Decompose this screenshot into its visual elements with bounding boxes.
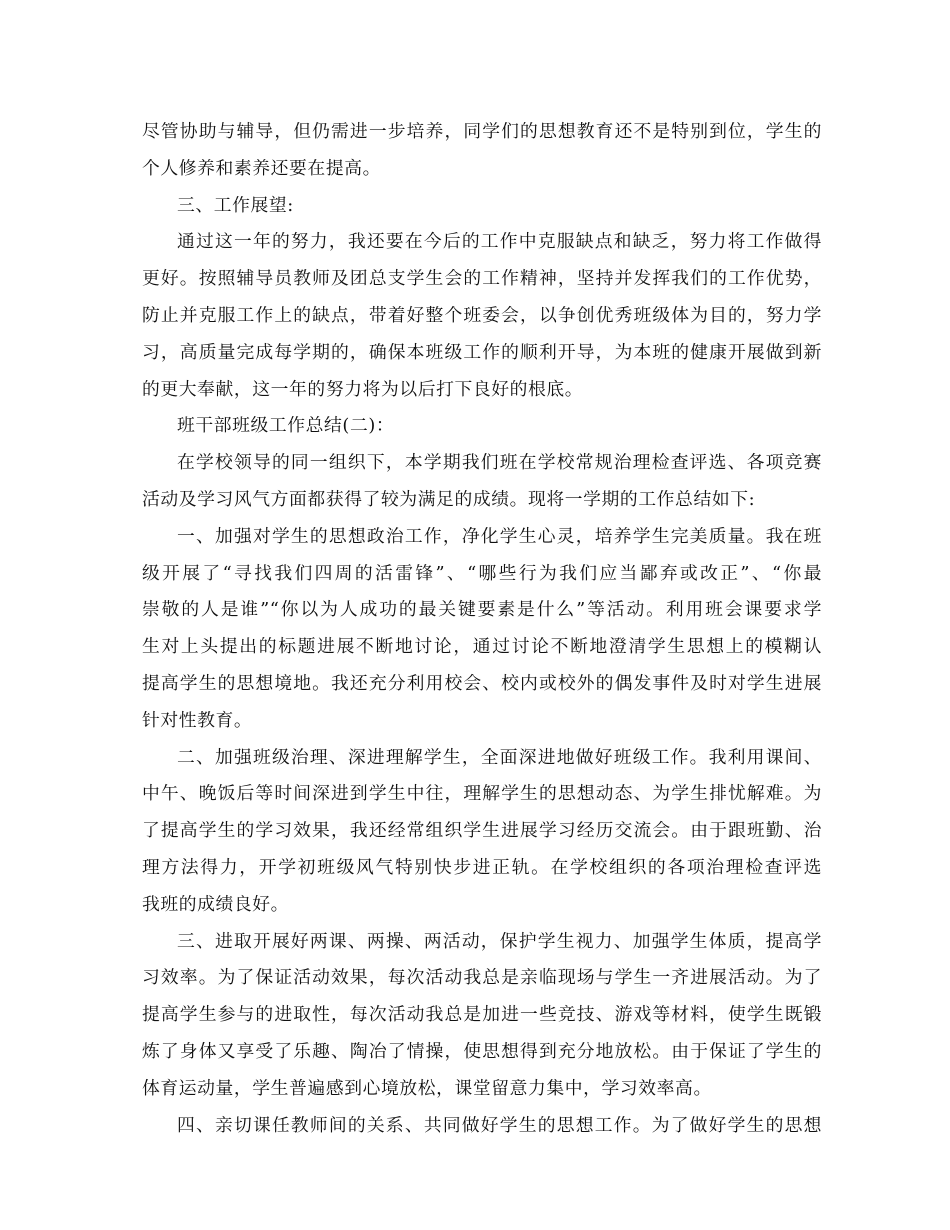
- text-line: 提高学生参与的进取性，每次活动我总是加进一些竞技、游戏等材料，使学生既锻: [142, 1004, 822, 1026]
- text-line: 我班的成绩良好。: [142, 893, 290, 915]
- text-line: 体育运动量，学生普遍感到心境放松，课堂留意力集中，学习效率高。: [142, 1077, 712, 1099]
- text-line: 理方法得力，开学初班级风气特别快步进正轨。在学校组织的各项治理检查评选: [142, 856, 822, 878]
- text-line: 的更大奉献，这一年的努力将为以后打下良好的根底。: [142, 378, 584, 400]
- document-body: [142, 114, 822, 1144]
- text-line: 炼了身体又享受了乐趣、陶冶了情操，使思想得到充分地放松。由于保证了学生的: [142, 1040, 822, 1062]
- text-line: 级开展了“寻找我们四周的活雷锋”、“哪些行为我们应当鄙弃或改正”、“你最: [142, 562, 822, 584]
- text-line: 提高学生的思想境地。我还充分利用校会、校内或校外的偶发事件及时对学生进展: [142, 672, 822, 694]
- text-line: 生对上头提出的标题进展不断地讨论，通过讨论不断地澄清学生思想上的模糊认: [142, 636, 822, 658]
- text-line: 防止并克服工作上的缺点，带着好整个班委会，以争创优秀班级体为目的，努力学: [142, 304, 822, 326]
- text-line: 针对性教育。: [142, 709, 253, 731]
- text-line: 三、工作展望:: [177, 194, 294, 216]
- text-line: 四、亲切课任教师间的关系、共同做好学生的思想工作。为了做好学生的思想: [177, 1114, 822, 1136]
- text-line: 一、加强对学生的思想政治工作，净化学生心灵，培养学生完美质量。我在班: [177, 525, 822, 547]
- text-line: 习，高质量完成每学期的，确保本班级工作的顺利开导，为本班的健康开展做到新: [142, 341, 822, 363]
- text-line: 中午、晚饭后等时间深进到学生中往，理解学生的思想动态、为学生排忧解难。为: [142, 783, 822, 805]
- text-line: 崇敬的人是谁”“你以为人成功的最关键要素是什么”等活动。利用班会课要求学: [142, 599, 822, 621]
- text-line: 习效率。为了保证活动效果，每次活动我总是亲临现场与学生一齐进展活动。为了: [142, 967, 822, 989]
- text-line: 更好。按照辅导员教师及团总支学生会的工作精神，坚持并发挥我们的工作优势，: [142, 268, 822, 290]
- text-line: 了提高学生的学习效果，我还经常组织学生进展学习经历交流会。由于跟班勤、治: [142, 820, 822, 842]
- text-line: 尽管协助与辅导，但仍需进一步培养，同学们的思想教育还不是特别到位，学生的: [142, 121, 822, 142]
- text-line: 通过这一年的努力，我还要在今后的工作中克服缺点和缺乏，努力将工作做得: [177, 231, 822, 253]
- text-line: 二、加强班级治理、深进理解学生，全面深进地做好班级工作。我利用课间、: [177, 746, 822, 768]
- text-line: 活动及学习风气方面都获得了较为满足的成绩。现将一学期的工作总结如下:: [142, 488, 756, 510]
- text-line: 班干部班级工作总结(二)：: [177, 415, 395, 437]
- text-line: 个人修养和素养还要在提高。: [142, 157, 381, 179]
- text-line: 三、进取开展好两课、两操、两活动，保护学生视力、加强学生体质，提高学: [177, 930, 822, 952]
- text-line: 在学校领导的同一组织下，本学期我们班在学校常规治理检查评选、各项竞赛: [177, 452, 822, 474]
